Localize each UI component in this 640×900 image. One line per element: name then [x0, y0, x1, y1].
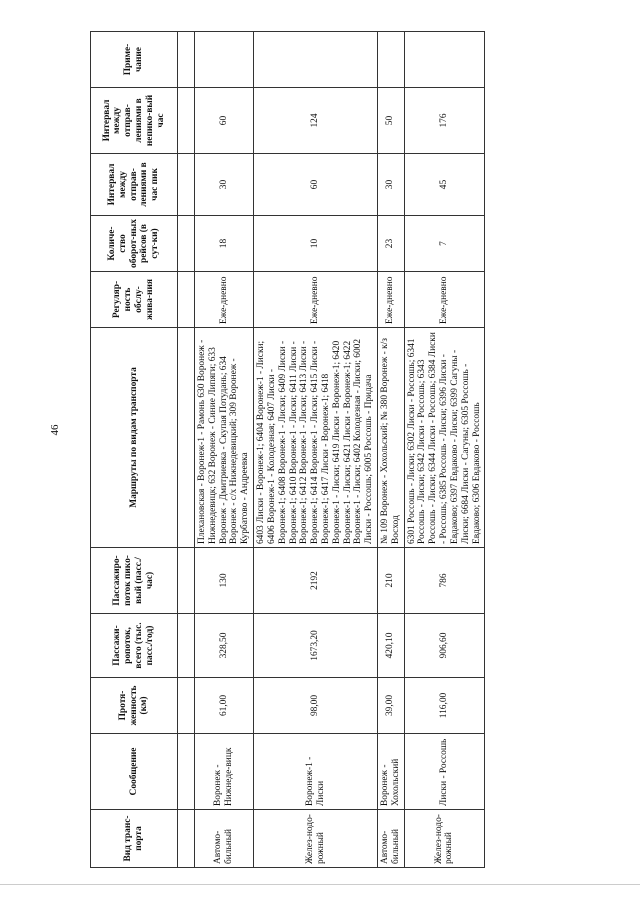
table-row — [195, 32, 254, 868]
header-length: Протя-женность (км) — [91, 678, 178, 734]
cell-flow-peak: 2192 — [254, 548, 378, 614]
cell-transport-type: Автомо-бильный — [378, 810, 405, 868]
cell-routes: 6301 Россошь - Лиски; 6302 Лиски - Россошь; 6341 Россошь - Лиски; 6342 Лиски - Россошь; 6343 Россошь - Лиски; 6344 Лиски - Россошь; 6384 Лиски - Россошь; 6385 Россошь - Лиски; 6396 Лиски - Евдаково; 6397 Евдаково - Лиски; 6399 Сагуны - Лиски; 6684 Лиски - Сагуны; 6305 Россошь - Евдаково; 6306 Евдаково - Россошь — [404, 328, 485, 548]
table-row — [404, 32, 485, 868]
header-regularity: Регуляр-ность обслу-жива-ния — [91, 272, 178, 328]
cell-transport-type: Желез-нодо-рожный — [404, 810, 485, 868]
cell-interval-peak: 45 — [404, 154, 485, 216]
cell-length: 39,00 — [378, 678, 405, 734]
cell-interval-offpeak: 60 — [195, 88, 254, 154]
table-row — [378, 32, 405, 868]
cell-note — [378, 32, 405, 88]
transport-routes-table — [90, 31, 485, 868]
rotated-table-frame — [90, 32, 590, 868]
cell-interval-peak: 30 — [378, 154, 405, 216]
cell-routes: Плехановская - Воронеж-1 - Рамонь 630 Воронеж - Нижнедевицк; 632 Воронеж - Синие Липяги; 633 Воронеж - Дмитриевка - Скупая Потудань; 634 Воронеж - с/х Нижнедевицкий; 309 Воронеж - Курбатово - Андреевка — [195, 328, 254, 548]
header-flow-peak: Пассажиро-поток пико-вый (пасс./час) — [91, 548, 178, 614]
cell-trips: 23 — [378, 216, 405, 272]
cell-regularity: Еже-дневно — [378, 272, 405, 328]
rotated-table-content — [90, 32, 590, 868]
cell-connection: Воронеж - Нижнеде-вицк — [195, 734, 254, 810]
cell-connection: Воронеж-1 - Лиски — [254, 734, 378, 810]
header-note: Приме-чание — [91, 32, 178, 88]
spacer-cell — [178, 216, 195, 272]
cell-flow-peak: 786 — [404, 548, 485, 614]
cell-regularity: Еже-дневно — [254, 272, 378, 328]
cell-trips: 18 — [195, 216, 254, 272]
cell-regularity: Еже-дневно — [195, 272, 254, 328]
header-routes: Маршруты по видам транспорта — [91, 328, 178, 548]
header-trips: Количе-ство оборот-ных рейсов (в сут-ки) — [91, 216, 178, 272]
table-row — [254, 32, 378, 868]
cell-note — [195, 32, 254, 88]
header-interval-peak: Интервал между отправ-лениями в час пик — [91, 154, 178, 216]
cell-flow-total: 420,10 — [378, 614, 405, 678]
cell-interval-offpeak: 124 — [254, 88, 378, 154]
cell-note — [254, 32, 378, 88]
spacer-cell — [178, 810, 195, 868]
cell-flow-total: 1673,20 — [254, 614, 378, 678]
page-number: 46 — [49, 424, 61, 436]
cell-routes: 6403 Лиски - Воронеж-1; 6404 Воронеж-1 - Лиски; 6406 Воронеж-1 - Колодезная; 6407 Лиски - Воронеж-1; 6408 Воронеж-1 - Лиски; 6409 Лиски - Воронеж-1; 6410 Воронеж-1 - Лиски; 6411 Лиски - Воронеж-1; 6412 Воронеж-1 - Лиски; 6413 Лиски - Воронеж-1; 6414 Воронеж-1 - Лиски; 6415 Лиски - Воронеж-1; 6417 Лиски - Воронеж-1; 6418 Воронеж-1 - Лиски; 6419 Лиски - Воронеж-1; 6420 Воронеж-1 - Лиски; 6421 Лиски - Воронеж-1; 6422 Воронеж-1 - Лиски; 6402 Колодезная - Лиски; 6002 Лиски - Россошь; 6005 Россошь - Придача — [254, 328, 378, 548]
cell-length: 98,00 — [254, 678, 378, 734]
cell-connection: Лиски - Россошь — [404, 734, 485, 810]
cell-interval-peak: 60 — [254, 154, 378, 216]
cell-transport-type: Желез-нодо-рожный — [254, 810, 378, 868]
cell-connection: Воронеж - Хохольский — [378, 734, 405, 810]
cell-length: 116,00 — [404, 678, 485, 734]
cell-flow-total: 906,60 — [404, 614, 485, 678]
table-spacer-row — [178, 32, 195, 868]
cell-trips: 7 — [404, 216, 485, 272]
cell-note — [404, 32, 485, 88]
spacer-cell — [178, 32, 195, 88]
cell-regularity: Еже-дневно — [404, 272, 485, 328]
page-bottom-line — [0, 884, 640, 885]
cell-interval-offpeak: 50 — [378, 88, 405, 154]
spacer-cell — [178, 614, 195, 678]
spacer-cell — [178, 548, 195, 614]
spacer-cell — [178, 272, 195, 328]
cell-trips: 10 — [254, 216, 378, 272]
spacer-cell — [178, 154, 195, 216]
cell-flow-peak: 130 — [195, 548, 254, 614]
spacer-cell — [178, 328, 195, 548]
cell-flow-total: 328,50 — [195, 614, 254, 678]
cell-interval-peak: 30 — [195, 154, 254, 216]
header-transport-type: Вид транс-порта — [91, 810, 178, 868]
cell-length: 61,00 — [195, 678, 254, 734]
cell-interval-offpeak: 176 — [404, 88, 485, 154]
header-interval-offpeak: Интервал между отправ-лениями в непико-вый час — [91, 88, 178, 154]
cell-routes: № 109 Воронеж - Хохольский; № 380 Воронеж - к/з Восход — [378, 328, 405, 548]
spacer-cell — [178, 88, 195, 154]
cell-flow-peak: 210 — [378, 548, 405, 614]
header-flow-total: Пассажи-ропоток, всего (тыс. пасс./год) — [91, 614, 178, 678]
spacer-cell — [178, 734, 195, 810]
table-header-row — [91, 32, 178, 868]
cell-transport-type: Автомо-бильный — [195, 810, 254, 868]
spacer-cell — [178, 678, 195, 734]
header-connection: Сообщение — [91, 734, 178, 810]
